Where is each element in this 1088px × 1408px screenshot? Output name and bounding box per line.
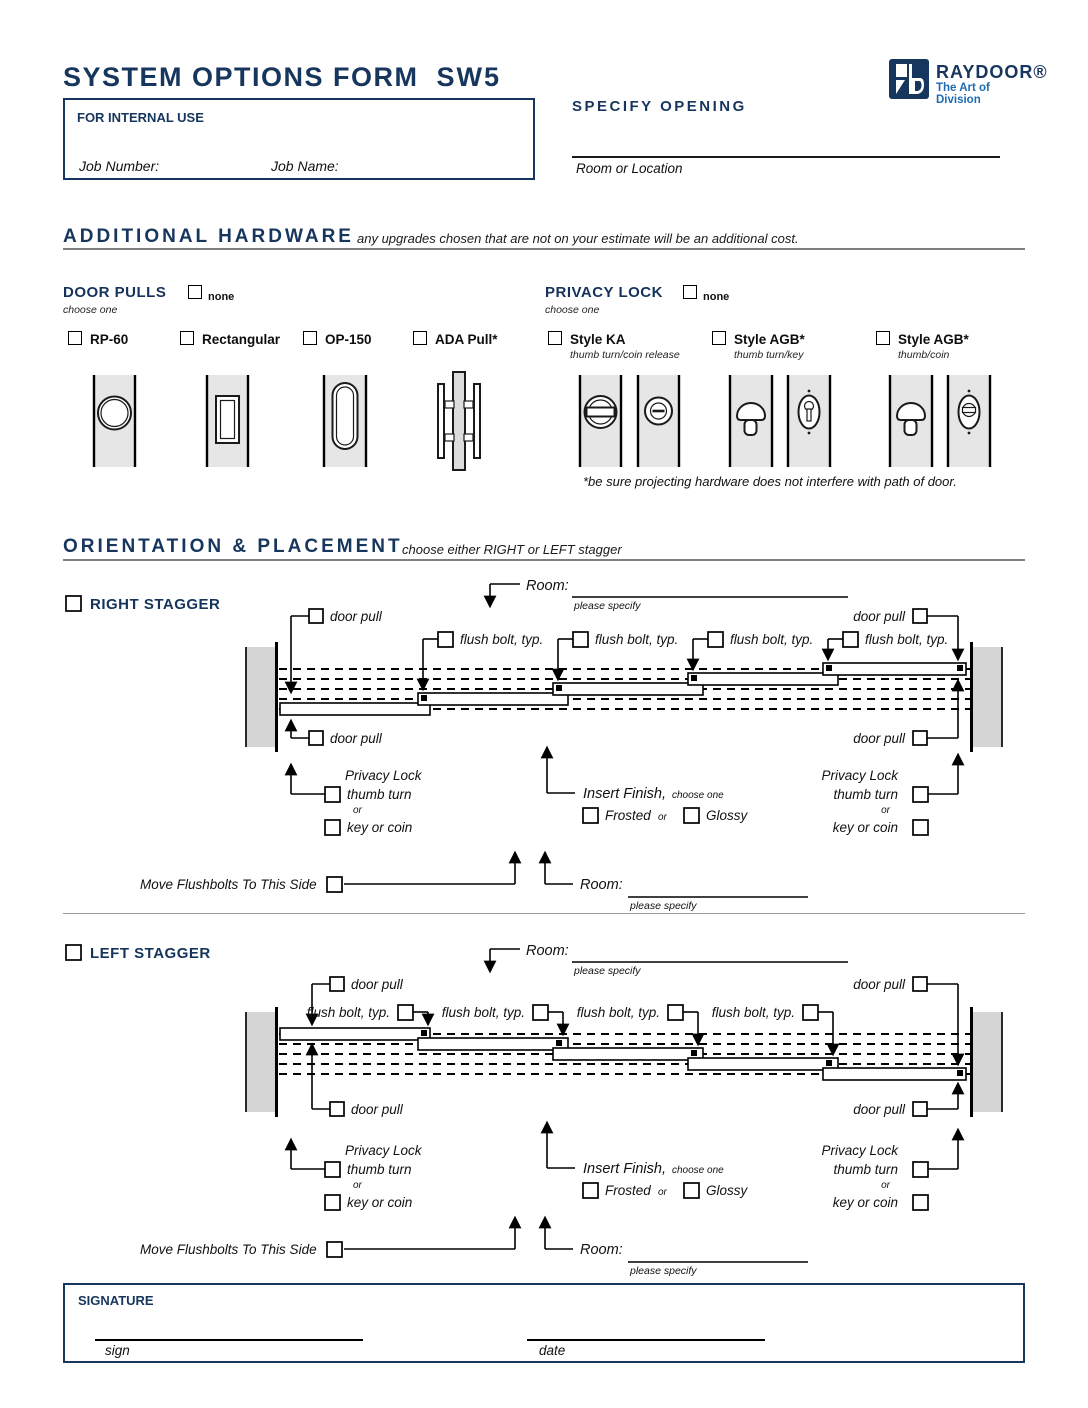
privacy-lock-label: Privacy Lock (821, 768, 898, 783)
rp60-pull-icon (93, 375, 136, 467)
key-or-coin-label: key or coin (347, 820, 413, 835)
checkbox-flush-bolt-1[interactable] (398, 1005, 413, 1020)
sub-style-ka: thumb turn/coin release (570, 349, 680, 361)
glossy-label: Glossy (706, 1183, 748, 1198)
privacy-lock-none-label: none (703, 291, 730, 303)
or-label: or (881, 805, 890, 816)
style-agb-thumbturn-icon (729, 375, 773, 467)
panel-3 (553, 683, 703, 695)
panel-5 (823, 663, 966, 675)
checkbox-glossy[interactable] (684, 1183, 699, 1198)
raydoor-logo (888, 58, 1048, 106)
sign-line[interactable] (95, 1339, 363, 1341)
checkbox-door-pull-bottom-right[interactable] (913, 731, 927, 745)
flush-bolt-label: flush bolt, typ. (460, 632, 544, 647)
checkbox-frosted[interactable] (583, 1183, 598, 1198)
checkbox-thumb-turn-right[interactable] (913, 1162, 928, 1177)
orientation-note: choose either RIGHT or LEFT stagger (402, 542, 622, 557)
checkbox-glossy[interactable] (684, 808, 699, 823)
privacy-lock-choose-one: choose one (545, 304, 600, 316)
panel-2 (418, 1038, 568, 1050)
key-or-coin-label: key or coin (832, 1195, 898, 1210)
flush-bolt-label: flush bolt, typ. (306, 1005, 390, 1020)
door-pull-label: door pull (853, 609, 905, 624)
panel-3 (553, 1048, 703, 1060)
page-title: SYSTEM OPTIONS FORM SW5 (63, 62, 502, 92)
flush-bolt-label: flush bolt, typ. (865, 632, 949, 647)
please-specify: please specify (630, 900, 697, 912)
section-rule-2 (63, 559, 1025, 561)
checkbox-door-pull-bottom-right[interactable] (913, 1102, 927, 1116)
job-number-label: Job Number: (79, 158, 160, 174)
please-specify: please specify (574, 600, 641, 612)
checkbox-door-pull-top-right[interactable] (913, 609, 927, 623)
checkbox-thumb-turn-left[interactable] (325, 787, 340, 802)
logo-brand: RAYDOOR® (936, 62, 1048, 82)
sub-style-agb-coin: thumb/coin (898, 349, 950, 361)
checkbox-style-agb-key[interactable] (712, 331, 726, 345)
style-agb2-thumbturn-icon (889, 375, 933, 467)
panel-1 (280, 703, 430, 715)
glossy-label: Glossy (706, 808, 748, 823)
checkbox-key-or-coin-right[interactable] (913, 820, 928, 835)
frosted-label: Frosted (605, 808, 651, 823)
door-pull-label: door pull (853, 731, 905, 746)
left-stagger-diagram (0, 935, 1088, 1280)
ada-pull-icon (438, 372, 480, 470)
frosted-label: Frosted (605, 1183, 651, 1198)
flush-bolt-label: flush bolt, typ. (711, 1005, 795, 1020)
checkbox-thumb-turn-right[interactable] (913, 787, 928, 802)
label-ada-pull: ADA Pull* (435, 332, 498, 347)
date-label: date (539, 1343, 566, 1358)
thumb-turn-label: thumb turn (347, 787, 412, 802)
checkbox-key-or-coin-left[interactable] (325, 820, 340, 835)
door-pull-label: door pull (330, 731, 382, 746)
checkbox-flush-bolt-3[interactable] (668, 1005, 683, 1020)
op150-pull-icon (323, 375, 367, 467)
checkbox-key-or-coin-left[interactable] (325, 1195, 340, 1210)
internal-use-box (63, 98, 535, 180)
key-or-coin-label: key or coin (347, 1195, 413, 1210)
checkbox-flush-bolt-1[interactable] (438, 632, 453, 647)
checkbox-flush-bolt-4[interactable] (803, 1005, 818, 1020)
move-flushbolts-label: Move Flushbolts To This Side (140, 877, 317, 892)
door-pull-label: door pull (853, 977, 905, 992)
privacy-lock-label: Privacy Lock (345, 1143, 422, 1158)
or-label: or (658, 1187, 667, 1198)
raydoor-logo-mark-icon (888, 58, 930, 100)
room-label: Room: (526, 943, 569, 959)
label-style-ka: Style KA (570, 332, 626, 347)
right-stagger-diagram (0, 570, 1088, 915)
right-stagger-title: RIGHT STAGGER (90, 596, 221, 613)
checkbox-door-pull-top-right[interactable] (913, 977, 927, 991)
checkbox-rp60[interactable] (68, 331, 82, 345)
door-pulls-none-label: none (208, 291, 235, 303)
please-specify: please specify (630, 1265, 697, 1277)
privacy-lock-label: Privacy Lock (345, 768, 422, 783)
rectangular-pull-icon (206, 375, 249, 467)
panel-2 (418, 693, 568, 705)
left-wall (245, 1012, 275, 1112)
checkbox-rectangular[interactable] (180, 331, 194, 345)
left-stagger-title: LEFT STAGGER (90, 945, 211, 962)
door-pull-label: door pull (330, 609, 382, 624)
checkbox-door-pull-top-left[interactable] (309, 609, 323, 623)
checkbox-move-flushbolts[interactable] (327, 877, 342, 892)
flush-bolt-label: flush bolt, typ. (595, 632, 679, 647)
room-label: Room: (580, 877, 623, 893)
insert-finish-choose-one: choose one (672, 790, 724, 801)
logo-tagline: The Art of Division (936, 82, 990, 106)
door-pull-label: door pull (351, 977, 403, 992)
flush-bolt-label: flush bolt, typ. (730, 632, 814, 647)
style-agb-key-cylinder-icon (787, 375, 831, 467)
move-flushbolts-label: Move Flushbolts To This Side (140, 1242, 317, 1257)
right-wall (973, 647, 1003, 747)
please-specify: please specify (574, 965, 641, 977)
date-line[interactable] (527, 1339, 765, 1341)
checkbox-style-agb-coin[interactable] (876, 331, 890, 345)
thumb-turn-label: thumb turn (347, 1162, 412, 1177)
panel-4 (688, 1058, 838, 1070)
door-pulls-title: DOOR PULLS (63, 284, 167, 301)
insert-finish-label: Insert Finish, (583, 786, 666, 802)
privacy-lock-none-checkbox[interactable] (683, 285, 697, 299)
style-ka-coin-release-icon (637, 375, 680, 467)
orientation-title: ORIENTATION & PLACEMENT (63, 536, 403, 557)
checkbox-flush-bolt-4[interactable] (843, 632, 858, 647)
checkbox-frosted[interactable] (583, 808, 598, 823)
left-wall (245, 647, 275, 747)
left-stagger-checkbox[interactable] (66, 945, 81, 960)
label-rp60: RP-60 (90, 332, 129, 347)
style-ka-thumbturn-icon (579, 375, 622, 467)
checkbox-door-pull-bottom-left[interactable] (309, 731, 323, 745)
sub-style-agb-key: thumb turn/key (734, 349, 804, 361)
right-wall (973, 1012, 1003, 1112)
panel-4 (688, 673, 838, 685)
privacy-lock-title: PRIVACY LOCK (545, 284, 663, 301)
privacy-lock-label: Privacy Lock (821, 1143, 898, 1158)
thumb-turn-label: thumb turn (833, 787, 898, 802)
right-stagger-checkbox[interactable] (66, 596, 81, 611)
checkbox-door-pull-bottom-left[interactable] (330, 1102, 344, 1116)
room-label: Room: (526, 578, 569, 594)
or-label: or (881, 1180, 890, 1191)
room-or-location-label: Room or Location (576, 161, 683, 176)
panel-5 (823, 1068, 966, 1080)
or-label: or (353, 805, 362, 816)
hardware-footnote: *be sure projecting hardware does not interfere with path of door. (583, 474, 957, 489)
checkbox-style-ka[interactable] (548, 331, 562, 345)
additional-hardware-note: any upgrades chosen that are not on your estimate will be an additional cost. (357, 231, 799, 246)
checkbox-flush-bolt-3[interactable] (708, 632, 723, 647)
room-or-location-line[interactable] (572, 156, 1000, 158)
style-agb-coin-cylinder-icon (947, 375, 991, 467)
door-pulls-none-checkbox[interactable] (188, 285, 202, 299)
thumb-turn-label: thumb turn (833, 1162, 898, 1177)
flush-bolt-label: flush bolt, typ. (441, 1005, 525, 1020)
checkbox-thumb-turn-left[interactable] (325, 1162, 340, 1177)
stagger-divider (63, 913, 1025, 914)
additional-hardware-title: ADDITIONAL HARDWARE (63, 226, 354, 247)
checkbox-flush-bolt-2[interactable] (573, 632, 588, 647)
door-pulls-choose-one: choose one (63, 304, 118, 316)
form-code: SW5 (436, 62, 502, 92)
door-pull-label: door pull (351, 1102, 403, 1117)
label-style-agb-key: Style AGB* (734, 332, 805, 347)
job-name-label: Job Name: (271, 158, 339, 174)
door-pull-label: door pull (853, 1102, 905, 1117)
checkbox-flush-bolt-2[interactable] (533, 1005, 548, 1020)
internal-use-title: FOR INTERNAL USE (77, 110, 204, 125)
or-label: or (353, 1180, 362, 1191)
panel-1 (280, 1028, 430, 1040)
specify-opening-title: SPECIFY OPENING (572, 98, 747, 115)
sign-label: sign (105, 1343, 130, 1358)
signature-box (63, 1283, 1025, 1363)
hardware-graphics (0, 370, 1088, 475)
label-style-agb-coin: Style AGB* (898, 332, 969, 347)
flush-bolt-label: flush bolt, typ. (576, 1005, 660, 1020)
insert-finish-choose-one: choose one (672, 1165, 724, 1176)
checkbox-key-or-coin-right[interactable] (913, 1195, 928, 1210)
checkbox-door-pull-top-left[interactable] (330, 977, 344, 991)
label-rectangular: Rectangular (202, 332, 281, 347)
room-label: Room: (580, 1242, 623, 1258)
checkbox-ada-pull[interactable] (413, 331, 427, 345)
insert-finish-label: Insert Finish, (583, 1161, 666, 1177)
section-rule (63, 248, 1025, 250)
key-or-coin-label: key or coin (832, 820, 898, 835)
or-label: or (658, 812, 667, 823)
signature-title: SIGNATURE (78, 1293, 154, 1308)
checkbox-move-flushbolts[interactable] (327, 1242, 342, 1257)
checkbox-op150[interactable] (303, 331, 317, 345)
label-op150: OP-150 (325, 332, 372, 347)
